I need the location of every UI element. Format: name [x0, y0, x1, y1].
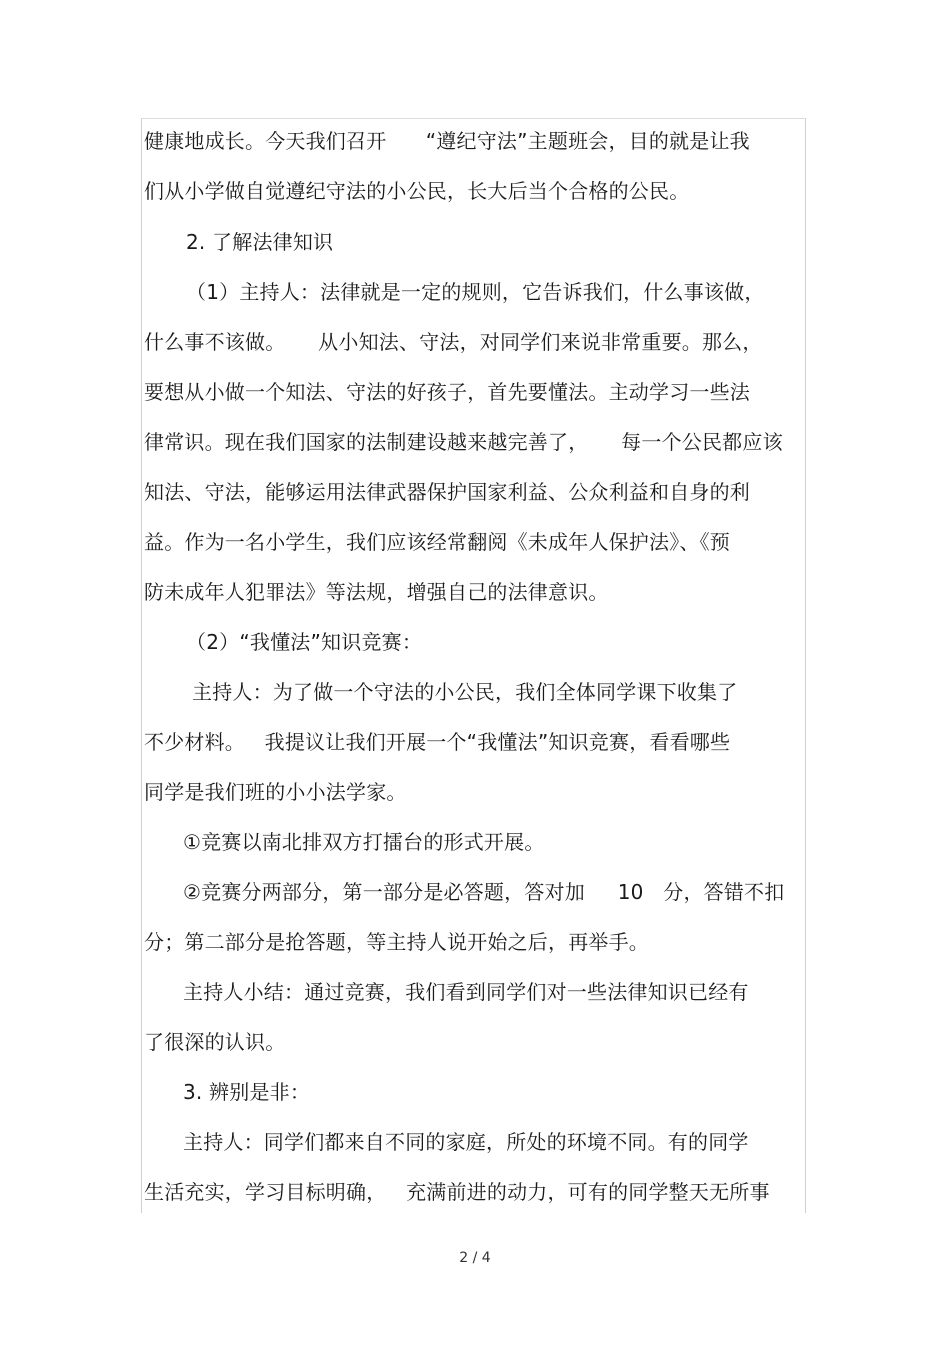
text-line: 防未成年人犯罪法》等法规，增强自己的法律意识。 [144, 580, 609, 604]
text-line: （1）主持人：法律就是一定的规则，它告诉我们，什么事该做， [186, 280, 765, 304]
text-line: 分；第二部分是抢答题，等主持人说开始之后，再举手。 [144, 930, 649, 954]
text-line: 益。作为一名小学生，我们应该经常翻阅《未成年人保护法》、《预 [144, 530, 730, 554]
section-heading: 2. 了解法律知识 [186, 230, 334, 254]
text-line: 什么事不该做。 从小知法、守法，对同学们来说非常重要。那么， [144, 330, 763, 354]
page-number: 2 / 4 [459, 1250, 491, 1266]
text-line: 要想从小做一个知法、守法的好孩子，首先要懂法。主动学习一些法 [144, 380, 750, 404]
text-line: （2）“我懂法”知识竞赛： [186, 630, 423, 654]
text-line: 同学是我们班的小小法学家。 [144, 780, 407, 804]
text-line: 健康地成长。今天我们召开 “遵纪守法”主题班会，目的就是让我 [144, 129, 750, 153]
text-line: ①竞赛以南北排双方打擂台的形式开展。 [183, 830, 545, 854]
text-line: 主持人小结：通过竞赛，我们看到同学们对一些法律知识已经有 [183, 980, 749, 1004]
section-heading: 3. 辨别是非： [183, 1080, 311, 1104]
text-line: 了很深的认识。 [144, 1030, 286, 1054]
text-line: ②竞赛分两部分，第一部分是必答题，答对加 10 分，答错不扣 [183, 880, 785, 904]
text-line: 律常识。现在我们国家的法制建设越来越完善了， 每一个公民都应该 [144, 430, 783, 454]
text-line: 们从小学做自觉遵纪守法的小公民，长大后当个合格的公民。 [144, 179, 690, 203]
text-line: 主持人：同学们都来自不同的家庭，所处的环境不同。有的同学 [183, 1130, 749, 1154]
text-line: 知法、守法，能够运用法律武器保护国家利益、公众利益和自身的利 [144, 480, 750, 504]
text-line: 主持人：为了做一个守法的小公民，我们全体同学课下收集了 [192, 680, 738, 704]
text-line: 不少材料。 我提议让我们开展一个“我懂法”知识竞赛，看看哪些 [144, 730, 731, 754]
text-line: 生活充实，学习目标明确， 充满前进的动力，可有的同学整天无所事 [144, 1180, 770, 1204]
